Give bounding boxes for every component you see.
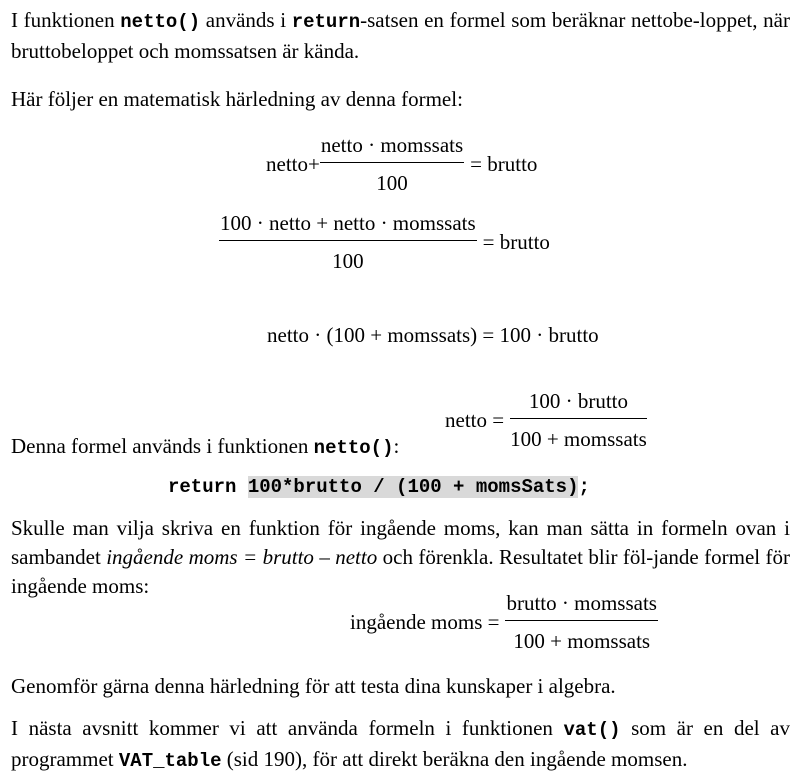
input-vat-relation: ingående moms = brutto – netto: [106, 545, 378, 569]
derivation-intro-text: Här följer en matematisk härledning av denna formel:: [11, 87, 463, 111]
equation-2-rhs: = brutto: [482, 229, 550, 254]
next-section-text-1: I nästa avsnitt kommer vi att använda formeln i funktionen: [11, 716, 564, 740]
exercise-paragraph: [11, 672, 790, 701]
formula-usage-text: Denna formel används i funktionen: [11, 434, 314, 458]
code-vat-function: vat(): [563, 719, 621, 741]
equation-4-denominator: 100 + momssats: [510, 427, 647, 451]
code-semicolon: ;: [578, 476, 590, 498]
equation-2: [219, 210, 550, 274]
equation-2-numerator: 100 · netto + netto · momssats: [220, 211, 476, 235]
equation-3-text: netto · (100 + momssats) = 100 · brutto: [267, 323, 599, 347]
equation-1-numerator: netto · momssats: [320, 133, 464, 157]
equation-1-lhs: netto: [266, 151, 308, 176]
derivation-intro-paragraph: [11, 85, 790, 114]
formula-usage-paragraph: [11, 432, 790, 463]
equation-2-fraction: [219, 210, 477, 274]
input-vat-paragraph: [11, 514, 790, 601]
return-code-line: [168, 473, 590, 502]
next-section-paragraph: [11, 714, 790, 776]
equation-4-numerator: 100 · brutto: [528, 389, 629, 413]
intro-paragraph: [11, 6, 790, 66]
equation-3: [267, 321, 599, 350]
next-section-text-2: som är en del av programmet: [11, 716, 791, 771]
code-vat-table-program: VAT_table: [118, 750, 222, 772]
equation-4-lhs: netto =: [445, 407, 505, 432]
intro-text-1: I funktionen: [11, 8, 121, 32]
equation-2-denominator: 100: [332, 249, 364, 273]
equation-5-numerator: brutto · momssats: [506, 591, 657, 615]
exercise-text: Genomför gärna denna härledning för att testa dina kunskaper i algebra.: [11, 674, 616, 698]
equation-5-lhs: ingående moms =: [350, 609, 500, 634]
equation-5-denominator: 100 + momssats: [513, 629, 651, 653]
equation-1-rhs: = brutto: [470, 151, 538, 176]
formula-usage-colon: :: [393, 434, 400, 458]
equation-5-fraction: [505, 590, 658, 654]
equation-1-plus: +: [308, 151, 320, 176]
equation-1: [266, 132, 537, 196]
intro-text-2: används i: [200, 8, 292, 32]
input-vat-text-2: och förenkla. Resultatet blir föl-jande formel för ingående moms:: [11, 545, 791, 598]
next-section-text-3: (sid 190), för att direkt beräkna den ingående momsen.: [221, 747, 688, 771]
code-return-keyword: return: [291, 11, 361, 33]
code-return-keyword: return: [168, 476, 248, 498]
input-vat-text-1: Skulle man vilja skriva en funktion för ingående moms, kan man sätta in formeln ovan i sambandet: [11, 516, 790, 569]
equation-5: [350, 590, 658, 654]
equation-1-denominator: 100: [376, 171, 408, 195]
code-netto-function: netto(): [313, 437, 394, 459]
code-netto-function: netto(): [120, 11, 201, 33]
intro-text-3: -satsen en formel som beräknar nettobe-loppet, när bruttobeloppet och momssatsen är kända.: [11, 8, 790, 63]
equation-1-fraction: [320, 132, 464, 196]
code-return-expression: 100*brutto / (100 + momsSats): [247, 476, 579, 498]
